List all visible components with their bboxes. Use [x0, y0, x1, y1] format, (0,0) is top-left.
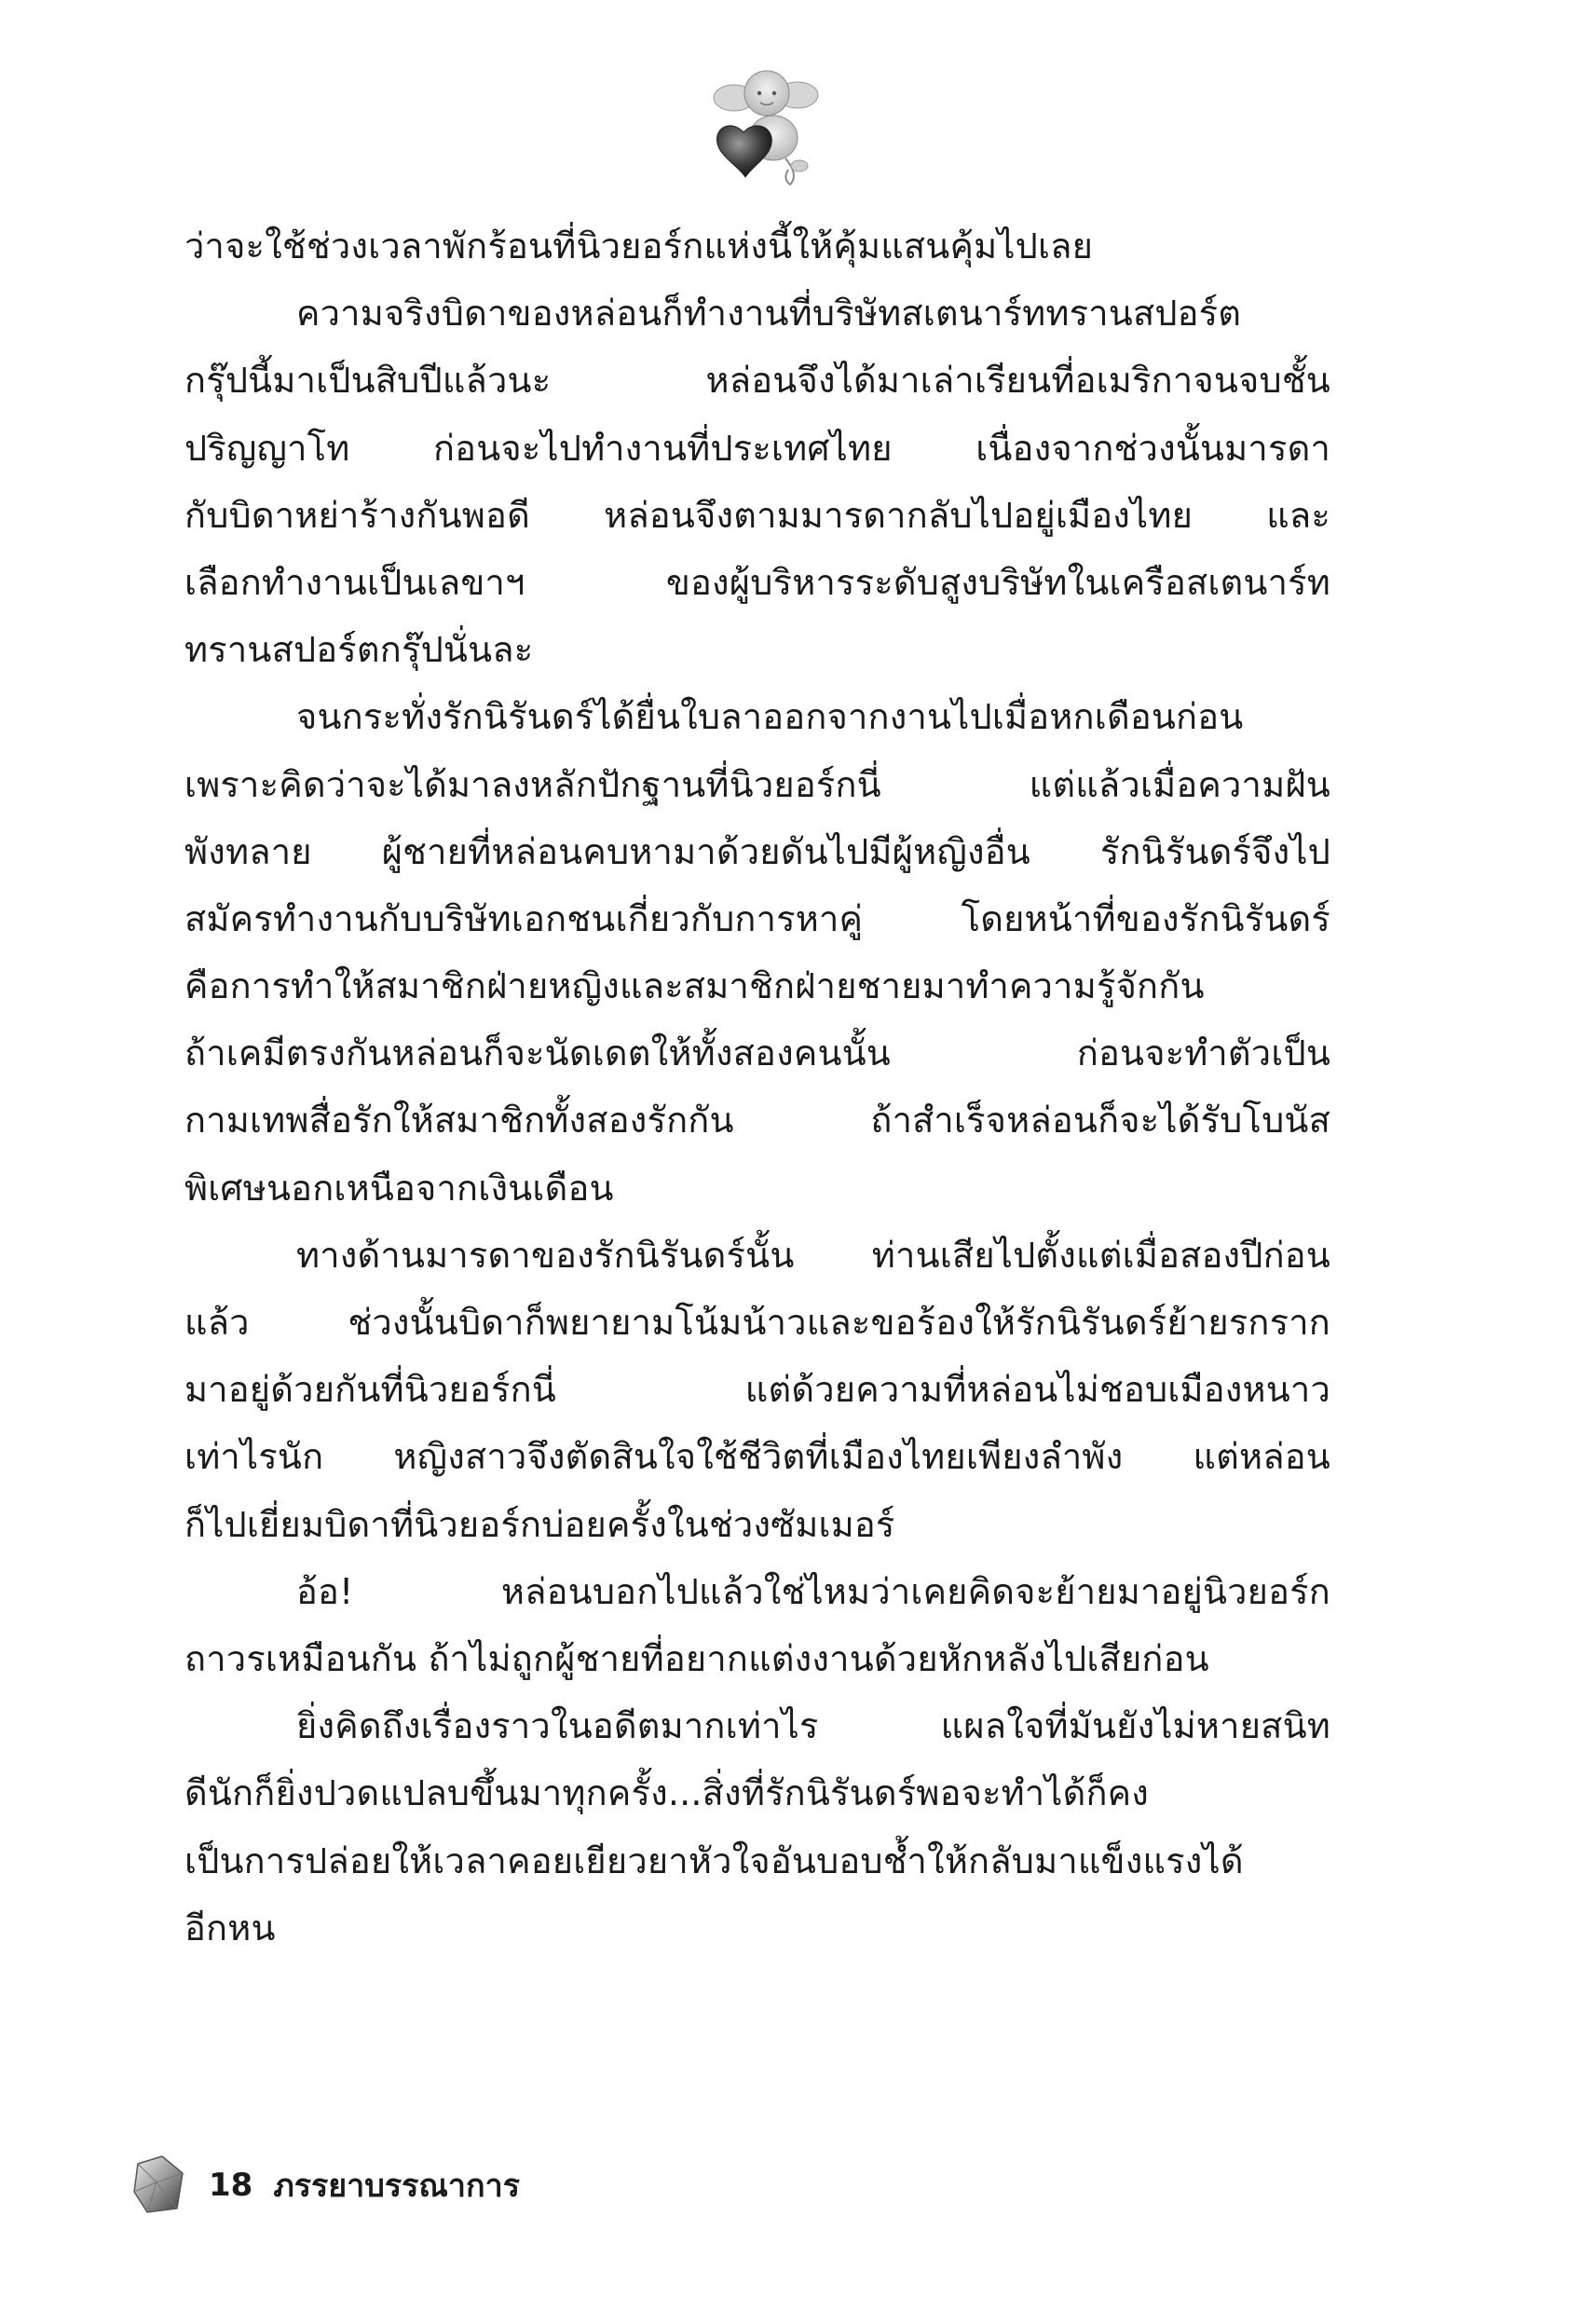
text-line: เป็นการปล่อยให้เวลาคอยเยียวยาหัวใจอันบอบช้ำให้กลับมาแข็งแรงได้	[184, 1839, 1244, 1881]
text-line: กับบิดาหย่าร้างกันพอดี หล่อนจึงตามมารดากลับไปอยู่เมืองไทย และ	[184, 494, 1330, 536]
text-line: กรุ๊ปนี้มาเป็นสิบปีแล้วนะ หล่อนจึงได้มาเล่าเรียนที่อเมริกาจนจบชั้น	[184, 360, 1330, 402]
text-line: ยิ่งคิดถึงเรื่องราวในอดีตมากเท่าไร แผลใจที่มันยังไม่หายสนิท	[296, 1705, 1330, 1747]
text-line: สมัครทำงานกับบริษัทเอกชนเกี่ยวกับการหาคู่ โดยหน้าที่ของรักนิรันดร์	[184, 897, 1330, 939]
cupid-heart-ornament	[697, 56, 837, 196]
text-line: พิเศษนอกเหนือจากเงินเดือน	[184, 1167, 614, 1209]
text-line: ทางด้านมารดาของรักนิรันดร์นั้น ท่านเสียไปตั้งแต่เมื่อสองปีก่อน	[296, 1234, 1330, 1276]
text-line: อ้อ! หล่อนบอกไปแล้วใช่ไหมว่าเคยคิดจะย้ายมาอยู่นิวยอร์ก	[296, 1570, 1330, 1612]
text-line: ว่าจะใช้ช่วงเวลาพักร้อนที่นิวยอร์กแห่งนี้ให้คุ้มแสนคุ้มไปเลย	[184, 226, 1094, 267]
text-line: พังทลาย ผู้ชายที่หล่อนคบหามาด้วยดันไปมีผู้หญิงอื่น รักนิรันดร์จึงไป	[184, 830, 1330, 872]
text-line: ทรานสปอร์ตกรุ๊ปนั่นละ	[184, 629, 534, 671]
text-line: เลือกทำงานเป็นเลขาฯ ของผู้บริหารระดับสูงบริษัทในเครือสเตนาร์ท	[184, 561, 1330, 603]
body-text	[184, 212, 1330, 1962]
text-line: ปริญญาโท ก่อนจะไปทำงานที่ประเทศไทย เนื่องจากช่วงนั้นมารดา	[184, 427, 1330, 469]
page-number: 18	[209, 2167, 253, 2204]
text-line: จนกระทั่งรักนิรันดร์ได้ยื่นใบลาออกจากงานไปเมื่อหกเดือนก่อน	[296, 696, 1244, 738]
text-line: อีกหน	[184, 1907, 276, 1949]
text-line: ดีนักก็ยิ่งปวดแปลบขึ้นมาทุกครั้ง...สิ่งที่รักนิรันดร์พอจะทำได้ก็คง	[184, 1772, 1150, 1814]
diamond-icon	[130, 2154, 188, 2216]
text-line: ก็ไปเยี่ยมบิดาที่นิวยอร์กบ่อยครั้งในช่วงซัมเมอร์	[184, 1503, 895, 1545]
text-line: เท่าไรนัก หญิงสาวจึงตัดสินใจใช้ชีวิตที่เมืองไทยเพียงลำพัง แต่หล่อน	[184, 1436, 1330, 1478]
text-line: คือการทำให้สมาชิกฝ่ายหญิงและสมาชิกฝ่ายชายมาทำความรู้จักกัน	[184, 965, 1205, 1007]
text-line: ถ้าเคมีตรงกันหล่อนก็จะนัดเดตให้ทั้งสองคนนั้น ก่อนจะทำตัวเป็น	[184, 1032, 1330, 1074]
text-line: ความจริงบิดาของหล่อนก็ทำงานที่บริษัทสเตนาร์ททรานสปอร์ต	[296, 293, 1242, 335]
page-footer	[130, 2153, 520, 2218]
text-line: แล้ว ช่วงนั้นบิดาก็พยายามโน้มน้าวและขอร้องให้รักนิรันดร์ย้ายรกราก	[184, 1302, 1330, 1343]
text-line: ถาวรเหมือนกัน ถ้าไม่ถูกผู้ชายที่อยากแต่งงานด้วยหักหลังไปเสียก่อน	[184, 1637, 1209, 1679]
text-line: เพราะคิดว่าจะได้มาลงหลักปักฐานที่นิวยอร์กนี่ แต่แล้วเมื่อความฝัน	[184, 763, 1330, 805]
text-line: กามเทพสื่อรักให้สมาชิกทั้งสองรักกัน ถ้าสำเร็จหล่อนก็จะได้รับโบนัส	[184, 1100, 1330, 1142]
book-title: ภรรยาบรรณาการ	[273, 2167, 520, 2205]
text-line: มาอยู่ด้วยกันที่นิวยอร์กนี่ แต่ด้วยความที่หล่อนไม่ชอบเมืองหนาว	[184, 1369, 1330, 1411]
